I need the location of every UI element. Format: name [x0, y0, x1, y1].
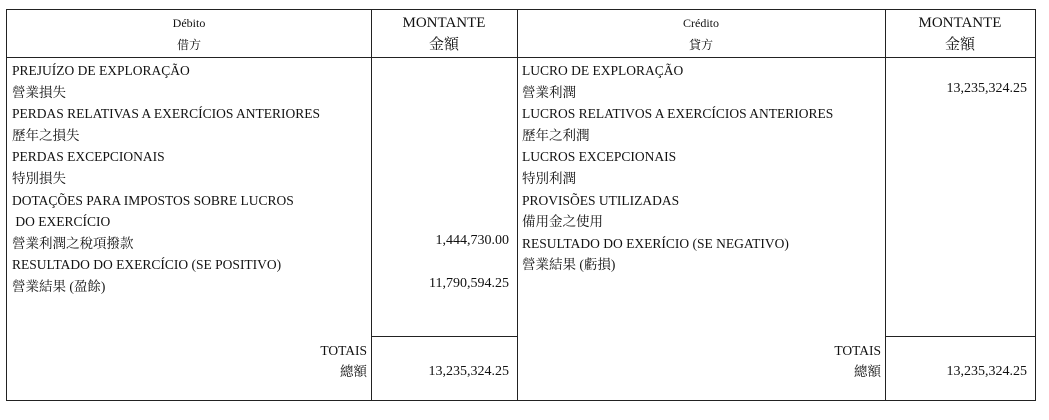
- debit-amount-result: 11,790,594.25: [429, 276, 509, 291]
- debit-line: PREJUÍZO DE EXPLORAÇÃO: [12, 63, 190, 78]
- credit-line: RESULTADO DO EXERÍCIO (SE NEGATIVO): [522, 235, 789, 251]
- credit-line: LUCRO DE EXPLORAÇÃO: [522, 63, 684, 78]
- credit-lines: [522, 60, 882, 276]
- debit-line: PERDAS RELATIVAS A EXERCÍCIOS ANTERIORES: [12, 106, 321, 122]
- debit-line: DO EXERCÍCIO: [12, 214, 111, 230]
- debit-line: 營業利潤之稅項撥款: [12, 235, 134, 251]
- divider-credit-amount: [885, 10, 886, 400]
- debit-totals-label-pt: TOTAIS: [320, 343, 367, 358]
- debit-amount-header-pt: MONTANTE: [402, 15, 486, 31]
- credit-header: [517, 12, 885, 56]
- debit-totals-rule: [371, 336, 517, 337]
- debit-line: RESULTADO DO EXERCÍCIO (SE POSITIVO): [12, 257, 282, 273]
- credit-line: 營業利潤: [522, 84, 576, 100]
- credit-header-zh: 貸方: [688, 38, 713, 52]
- ledger-sheet: [6, 9, 1036, 401]
- debit-amount-tax: 1,444,730.00: [435, 233, 509, 248]
- debit-line: 營業損失: [12, 84, 66, 100]
- debit-amount-header-zh: 金額: [428, 37, 459, 53]
- credit-line: LUCROS RELATIVOS A EXERCÍCIOS ANTERIORES: [522, 106, 834, 122]
- credit-line: 歷年之利潤: [522, 127, 590, 143]
- debit-line: PERDAS EXCEPCIONAIS: [12, 149, 165, 165]
- credit-amount-header: [885, 12, 1035, 56]
- debit-totals-label-zh: 總額: [340, 364, 367, 379]
- credit-totals-label-zh: 總額: [854, 364, 881, 379]
- credit-line: 營業結果 (虧損): [522, 257, 616, 273]
- debit-line: 營業結果 (盈餘): [12, 278, 106, 294]
- debit-line: 特別損失: [12, 170, 66, 186]
- debit-line: DOTAÇÕES PARA IMPOSTOS SOBRE LUCROS: [12, 192, 294, 208]
- credit-line: 特別利潤: [522, 170, 576, 186]
- debit-total-amount: 13,235,324.25: [428, 364, 509, 379]
- header-rule: [7, 57, 1035, 58]
- debit-header: [7, 12, 371, 56]
- debit-line: 歷年之損失: [12, 127, 80, 143]
- credit-total-amount: 13,235,324.25: [946, 364, 1027, 379]
- credit-line: PROVISÕES UTILIZADAS: [522, 192, 680, 208]
- credit-totals-rule: [885, 336, 1035, 337]
- credit-amount-profit: 13,235,324.25: [946, 81, 1027, 96]
- debit-header-pt: Débito: [172, 16, 206, 30]
- credit-line: 備用金之使用: [522, 214, 603, 230]
- divider-debit-amount: [371, 10, 372, 400]
- credit-line: LUCROS EXCEPCIONAIS: [522, 149, 677, 165]
- debit-header-zh: 借方: [176, 38, 201, 52]
- credit-header-pt: Crédito: [683, 16, 719, 30]
- credit-amount-header-zh: 金額: [944, 37, 975, 53]
- credit-amount-header-pt: MONTANTE: [918, 15, 1002, 31]
- debit-amount-header: [371, 12, 517, 56]
- credit-totals-label-pt: TOTAIS: [834, 343, 881, 358]
- debit-lines: [12, 60, 368, 298]
